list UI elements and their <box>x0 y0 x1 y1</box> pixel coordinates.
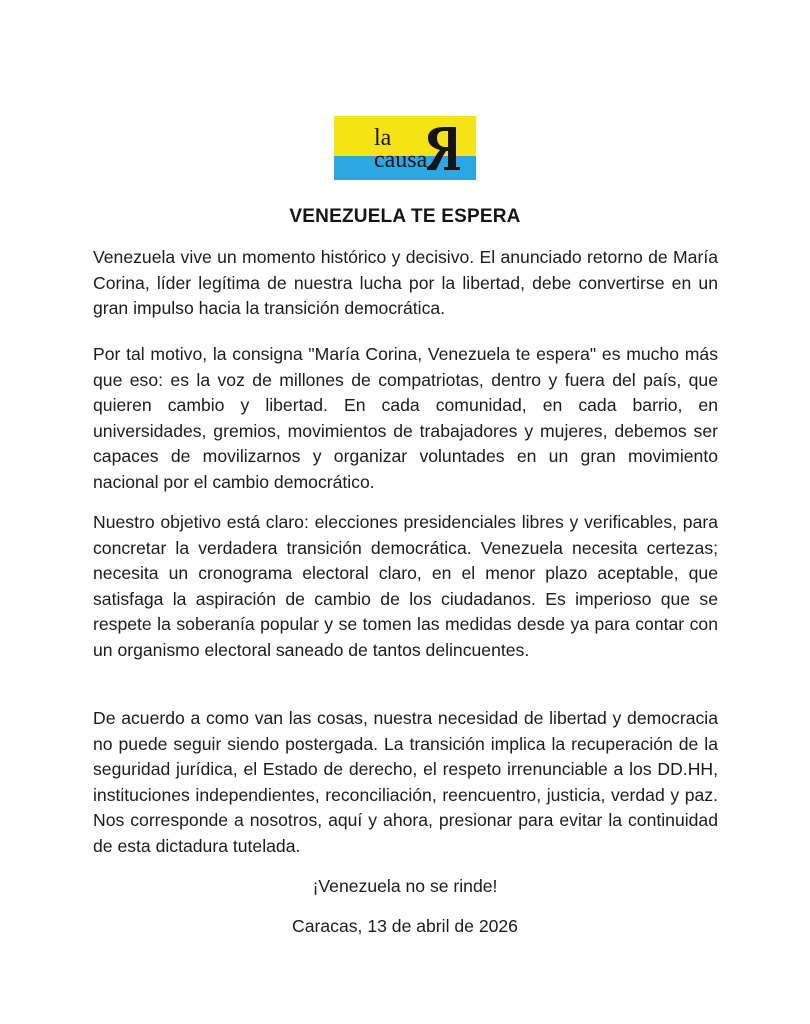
logo-text-la: la <box>374 125 392 151</box>
paragraph-1: Venezuela vive un momento histórico y decisivo. El anunciado retorno de María Corina, líder legítima de nuestra lucha por la libertad, debe convertirse en un gran impulso hacia la transición democrática. <box>93 247 718 318</box>
paragraph-3: Nuestro objetivo está claro: elecciones presidenciales libres y verificables, para concretar la verdadera transición democrática. Venezuela necesita certezas; necesita un cronograma electoral claro, en el menor plazo aceptable, que satisfaga la aspiración de cambio de los ciudadanos. Es imperioso que se respete la soberanía popular y se tomen las medidas desde ya para contar con un organismo electoral saneado de tantos delincuentes. <box>93 512 718 660</box>
la-causa-r-logo <box>334 116 476 180</box>
dateline: Caracas, 13 de abril de 2026 <box>292 916 518 936</box>
paragraph-4: De acuerdo a como van las cosas, nuestra necesidad de libertad y democracia no puede seguir siendo postergada. La transición implica la recuperación de la seguridad jurídica, el Estado de derecho, el respeto irrenunciable a los DD.HH, instituciones independientes, reconciliación, reencuentro, justicia, verdad y paz. Nos corresponde a nosotros, aquí y ahora, presionar para evitar la continuidad de esta dictadura tutelada. <box>93 708 718 856</box>
paragraph-2: Por tal motivo, la consigna "María Corina, Venezuela te espera" es mucho más que eso: es la voz de millones de compatriotas, dentro y fuera del país, que quieren cambio y libertad. En cada comunidad, en cada barrio, en universidades, gremios, movimientos de trabajadores y mujeres, debemos ser capaces de movilizarnos y organizar voluntades en un gran movimiento nacional por el cambio democrático. <box>93 344 718 492</box>
logo-text-causa: causa <box>374 147 428 173</box>
document-title: VENEZUELA TE ESPERA <box>289 206 521 227</box>
logo-reversed-r-icon <box>426 123 462 171</box>
closing-slogan: ¡Venezuela no se rinde! <box>312 876 498 896</box>
